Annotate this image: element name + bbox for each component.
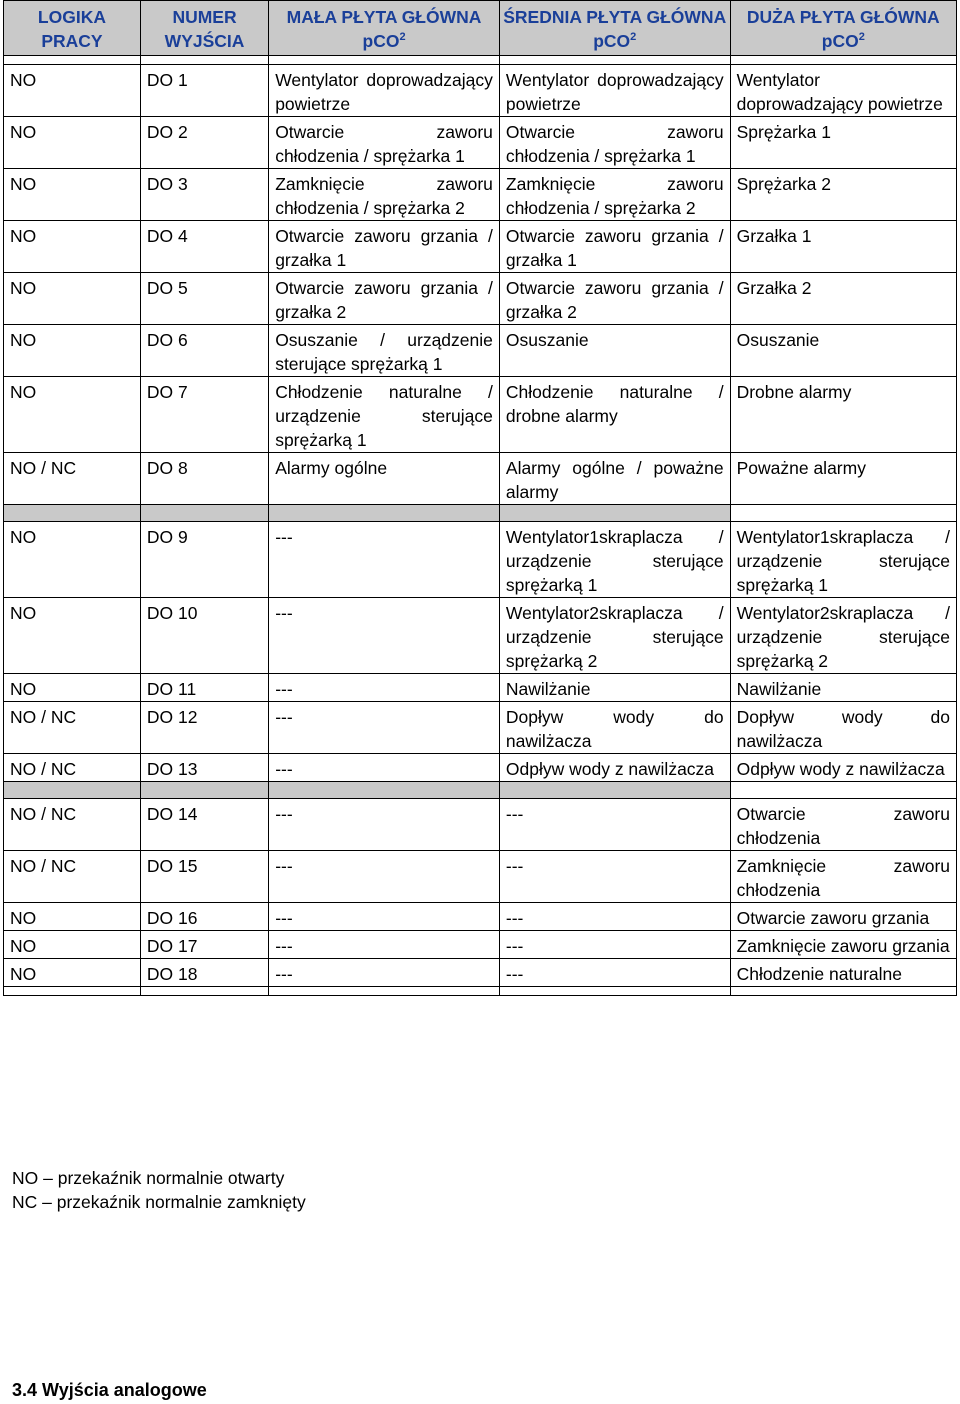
cell-logic: NO	[4, 522, 141, 598]
cell-mala: Zamknięcie zaworu chłodzenia / sprężarka 2	[269, 169, 500, 221]
header-mala-label: MAŁA PŁYTA GŁÓWNA pCO	[286, 7, 482, 51]
cell-duza: Otwarcie zaworu chłodzenia	[730, 799, 956, 851]
cell-output-number: DO 17	[140, 931, 268, 959]
cell-srednia: Alarmy ogólne / poważne alarmy	[499, 453, 730, 505]
cell-srednia: Otwarcie zaworu grzania / grzałka 1	[499, 221, 730, 273]
header-duza-label: DUŻA PŁYTA GŁÓWNA pCO	[746, 7, 940, 51]
table-row	[4, 851, 957, 903]
cell-duza: Poważne alarmy	[730, 453, 956, 505]
cell-mala: ---	[269, 522, 500, 598]
legend-no: NO – przekaźnik normalnie otwarty	[12, 1168, 285, 1188]
table-row	[4, 754, 957, 782]
table-row	[4, 903, 957, 931]
cell-mala: Osuszanie / urządzenie sterujące sprężarką 1	[269, 325, 500, 377]
header-logika: LOGIKA PRACY	[4, 1, 141, 56]
superscript: 2	[399, 31, 406, 44]
cell-duza: Chłodzenie naturalne	[730, 959, 956, 987]
legend	[12, 1166, 306, 1214]
cell-output-number: DO 8	[140, 453, 268, 505]
superscript: 2	[858, 31, 865, 44]
cell-logic: NO	[4, 65, 141, 117]
cell-output-number: DO 14	[140, 799, 268, 851]
cell-srednia: Otwarcie zaworu grzania / grzałka 2	[499, 273, 730, 325]
header-duza	[730, 1, 956, 56]
cell-logic: NO	[4, 273, 141, 325]
table-row	[4, 221, 957, 273]
table-row	[4, 169, 957, 221]
cell-mala: ---	[269, 674, 500, 702]
cell-logic: NO	[4, 117, 141, 169]
cell-duza: Grzałka 2	[730, 273, 956, 325]
cell-output-number: DO 15	[140, 851, 268, 903]
cell-srednia: Zamknięcie zaworu chłodzenia / sprężarka 2	[499, 169, 730, 221]
cell-duza: Grzałka 1	[730, 221, 956, 273]
cell-mala: ---	[269, 903, 500, 931]
cell-duza: Wentylator doprowadzający powietrze	[730, 65, 956, 117]
cell-duza: Drobne alarmy	[730, 377, 956, 453]
cell-output-number: DO 2	[140, 117, 268, 169]
cell-logic: NO	[4, 169, 141, 221]
spacer-row	[4, 56, 957, 65]
table-row	[4, 325, 957, 377]
cell-mala: ---	[269, 851, 500, 903]
header-mala	[269, 1, 500, 56]
cell-output-number: DO 7	[140, 377, 268, 453]
table-row	[4, 598, 957, 674]
section-separator-row	[4, 505, 957, 522]
table-header-row	[4, 1, 957, 56]
cell-mala: ---	[269, 702, 500, 754]
table-row	[4, 522, 957, 598]
cell-output-number: DO 9	[140, 522, 268, 598]
table-row	[4, 377, 957, 453]
cell-logic: NO / NC	[4, 754, 141, 782]
cell-srednia: ---	[499, 931, 730, 959]
cell-output-number: DO 6	[140, 325, 268, 377]
cell-logic: NO	[4, 221, 141, 273]
cell-duza: Wentylator2skraplacza / urządzenie sterujące sprężarką 2	[730, 598, 956, 674]
cell-srednia: Wentylator1skraplacza / urządzenie sterujące sprężarką 1	[499, 522, 730, 598]
cell-mala: Otwarcie zaworu grzania / grzałka 1	[269, 221, 500, 273]
cell-mala: Alarmy ogólne	[269, 453, 500, 505]
table-row	[4, 799, 957, 851]
cell-logic: NO	[4, 959, 141, 987]
cell-mala: ---	[269, 959, 500, 987]
cell-srednia: ---	[499, 851, 730, 903]
cell-mala: ---	[269, 931, 500, 959]
cell-logic: NO / NC	[4, 799, 141, 851]
cell-duza: Dopływ wody do nawilżacza	[730, 702, 956, 754]
cell-output-number: DO 3	[140, 169, 268, 221]
cell-duza: Wentylator1skraplacza / urządzenie sterujące sprężarką 1	[730, 522, 956, 598]
digital-outputs-table	[3, 0, 957, 996]
cell-output-number: DO 13	[140, 754, 268, 782]
cell-logic: NO / NC	[4, 453, 141, 505]
cell-duza: Otwarcie zaworu grzania	[730, 903, 956, 931]
cell-logic: NO	[4, 377, 141, 453]
legend-nc: NC – przekaźnik normalnie zamknięty	[12, 1192, 306, 1212]
table-row	[4, 117, 957, 169]
cell-mala: ---	[269, 598, 500, 674]
cell-output-number: DO 11	[140, 674, 268, 702]
section-title: 3.4 Wyjścia analogowe	[12, 1380, 207, 1400]
header-srednia-label: ŚREDNIA PŁYTA GŁÓWNA pCO	[503, 7, 727, 51]
cell-logic: NO	[4, 325, 141, 377]
cell-logic: NO / NC	[4, 851, 141, 903]
superscript: 2	[630, 31, 637, 44]
section-separator-row	[4, 782, 957, 799]
table-row	[4, 674, 957, 702]
cell-logic: NO	[4, 674, 141, 702]
cell-srednia: ---	[499, 799, 730, 851]
cell-srednia: Odpływ wody z nawilżacza	[499, 754, 730, 782]
cell-srednia: Osuszanie	[499, 325, 730, 377]
cell-duza: Sprężarka 1	[730, 117, 956, 169]
spacer-row	[4, 987, 957, 996]
table-row	[4, 931, 957, 959]
cell-output-number: DO 12	[140, 702, 268, 754]
cell-srednia: Wentylator2skraplacza / urządzenie sterujące sprężarką 2	[499, 598, 730, 674]
cell-output-number: DO 18	[140, 959, 268, 987]
cell-srednia: ---	[499, 903, 730, 931]
header-numer: NUMER WYJŚCIA	[140, 1, 268, 56]
cell-duza: Zamknięcie zaworu grzania	[730, 931, 956, 959]
cell-mala: Wentylator doprowadzający powietrze	[269, 65, 500, 117]
cell-output-number: DO 10	[140, 598, 268, 674]
cell-logic: NO	[4, 931, 141, 959]
table-row	[4, 453, 957, 505]
cell-duza: Nawilżanie	[730, 674, 956, 702]
cell-output-number: DO 16	[140, 903, 268, 931]
cell-mala: ---	[269, 754, 500, 782]
table-row	[4, 702, 957, 754]
cell-srednia: ---	[499, 959, 730, 987]
cell-srednia: Chłodzenie naturalne / drobne alarmy	[499, 377, 730, 453]
cell-output-number: DO 4	[140, 221, 268, 273]
cell-duza: Osuszanie	[730, 325, 956, 377]
cell-duza: Odpływ wody z nawilżacza	[730, 754, 956, 782]
cell-srednia: Wentylator doprowadzający powietrze	[499, 65, 730, 117]
cell-srednia: Nawilżanie	[499, 674, 730, 702]
cell-mala: ---	[269, 799, 500, 851]
cell-srednia: Otwarcie zaworu chłodzenia / sprężarka 1	[499, 117, 730, 169]
table-row	[4, 273, 957, 325]
table-row	[4, 65, 957, 117]
cell-mala: Otwarcie zaworu grzania / grzałka 2	[269, 273, 500, 325]
cell-logic: NO	[4, 598, 141, 674]
table-row	[4, 959, 957, 987]
cell-logic: NO / NC	[4, 702, 141, 754]
cell-mala: Otwarcie zaworu chłodzenia / sprężarka 1	[269, 117, 500, 169]
cell-duza: Zamknięcie zaworu chłodzenia	[730, 851, 956, 903]
cell-duza: Sprężarka 2	[730, 169, 956, 221]
cell-output-number: DO 1	[140, 65, 268, 117]
cell-mala: Chłodzenie naturalne / urządzenie sterujące sprężarką 1	[269, 377, 500, 453]
cell-output-number: DO 5	[140, 273, 268, 325]
cell-srednia: Dopływ wody do nawilżacza	[499, 702, 730, 754]
cell-logic: NO	[4, 903, 141, 931]
header-srednia	[499, 1, 730, 56]
